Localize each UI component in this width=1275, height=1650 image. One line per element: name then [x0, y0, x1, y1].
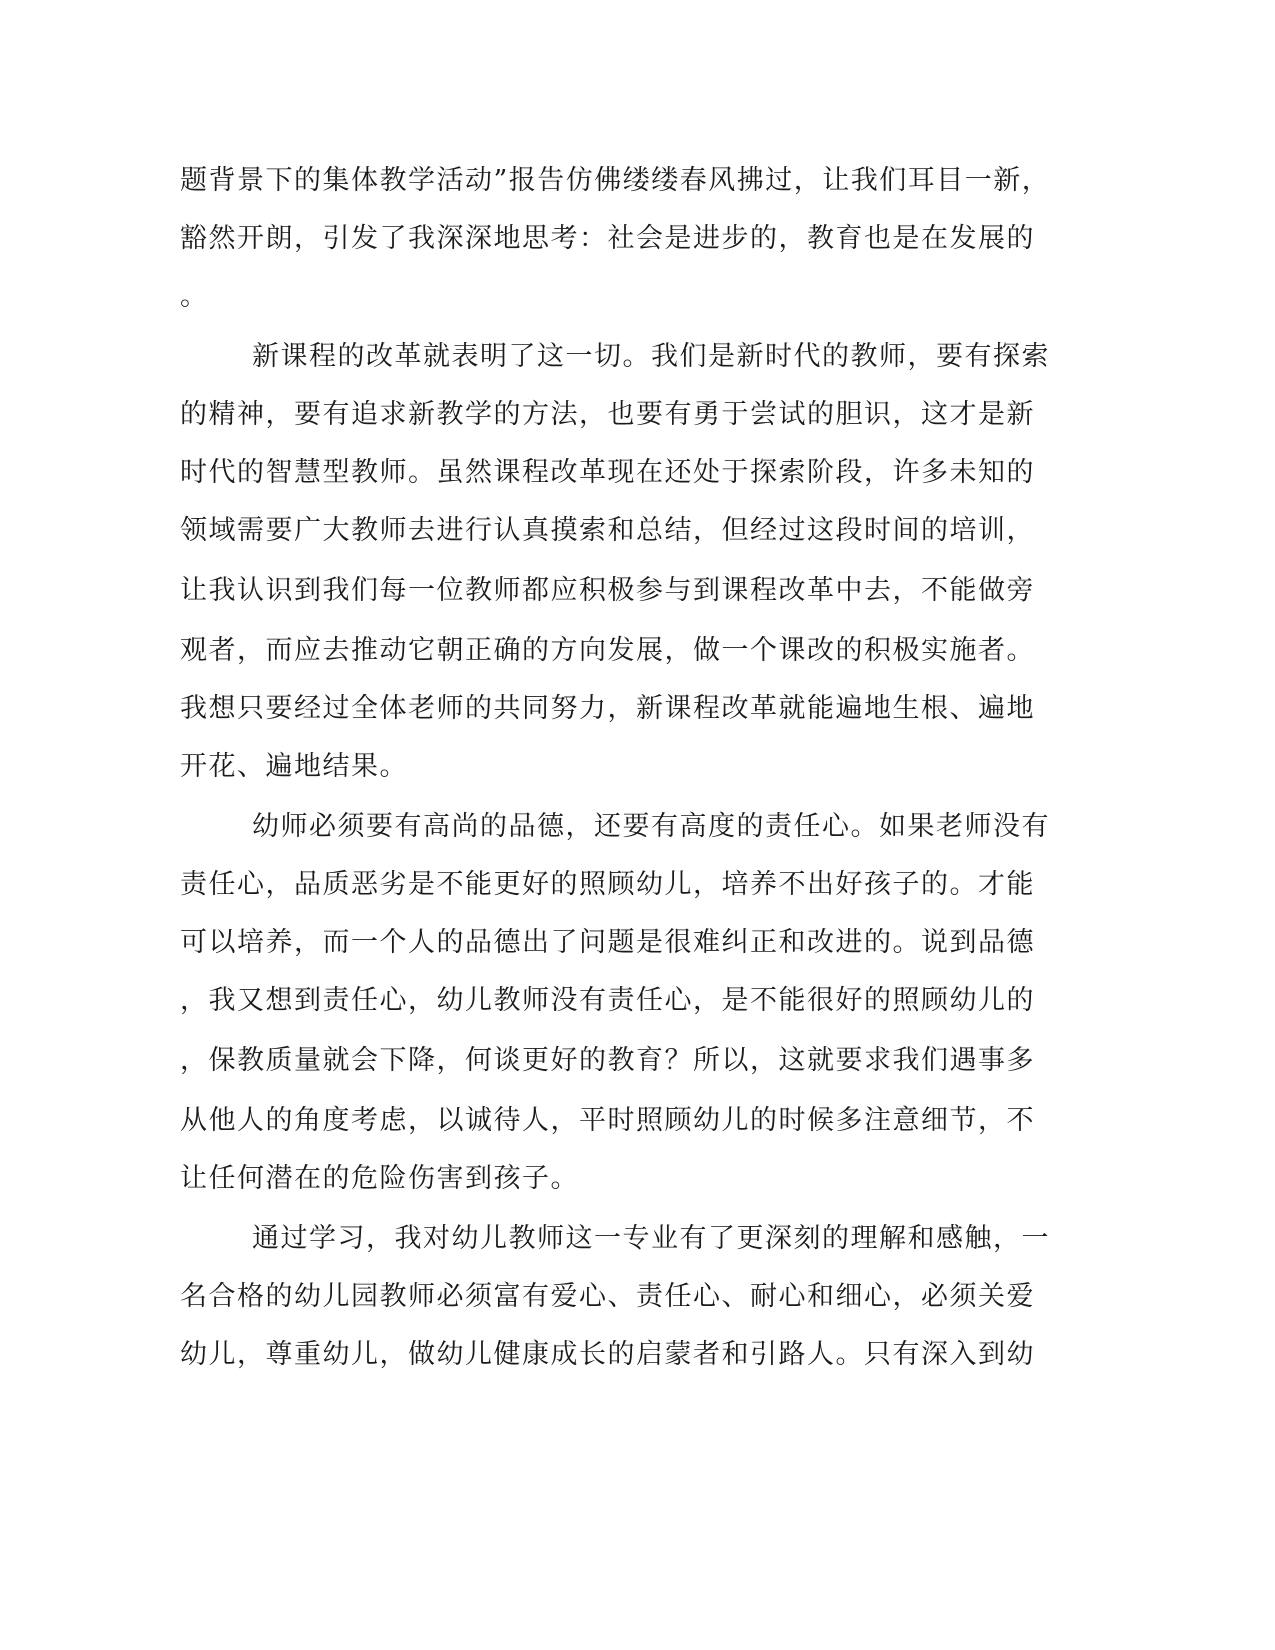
text-line: 领域需要广大教师去进行认真摸索和总结，但经过这段时间的培训，: [180, 515, 1035, 546]
text-line: 观者，而应去推动它朝正确的方向发展，做一个课改的积极实施者。: [180, 635, 1035, 666]
text-line: 名合格的幼儿园教师必须富有爱心、责任心、耐心和细心，必须关爱: [180, 1281, 1035, 1312]
paragraph-first-line: 新课程的改革就表明了这一切。我们是新时代的教师，要有探索: [252, 341, 1050, 372]
text-line: 。: [180, 281, 209, 312]
text-line: 让我认识到我们每一位教师都应积极参与到课程改革中去，不能做旁: [180, 575, 1035, 606]
text-line: 幼儿，尊重幼儿，做幼儿健康成长的启蒙者和引路人。只有深入到幼: [180, 1339, 1035, 1370]
text-line: 时代的智慧型教师。虽然课程改革现在还处于探索阶段，许多未知的: [180, 457, 1035, 488]
paragraph-first-line: 通过学习，我对幼儿教师这一专业有了更深刻的理解和感触，一: [252, 1223, 1050, 1254]
text-line: 开花、遍地结果。: [180, 751, 408, 782]
text-line: 让任何潜在的危险伤害到孩子。: [180, 1163, 579, 1194]
text-line: ，我又想到责任心，幼儿教师没有责任心，是不能很好的照顾幼儿的: [180, 985, 1035, 1016]
text-line: 从他人的角度考虑，以诚待人，平时照顾幼儿的时候多注意细节，不: [180, 1105, 1035, 1136]
paragraph-first-line: 幼师必须要有高尚的品德，还要有高度的责任心。如果老师没有: [252, 811, 1050, 842]
text-line: ，保教质量就会下降，何谈更好的教育？所以，这就要求我们遇事多: [180, 1045, 1035, 1076]
text-line: 的精神，要有追求新教学的方法，也要有勇于尝试的胆识，这才是新: [180, 399, 1035, 430]
text-line: 豁然开朗，引发了我深深地思考：社会是进步的，教育也是在发展的: [180, 223, 1035, 254]
text-line: 我想只要经过全体老师的共同努力，新课程改革就能遍地生根、遍地: [180, 693, 1035, 724]
text-line: 题背景下的集体教学活动”报告仿佛缕缕春风拂过，让我们耳目一新，: [180, 165, 1051, 196]
text-line: 可以培养，而一个人的品德出了问题是很难纠正和改进的。说到品德: [180, 927, 1035, 958]
text-line: 责任心，品质恶劣是不能更好的照顾幼儿，培养不出好孩子的。才能: [180, 869, 1035, 900]
